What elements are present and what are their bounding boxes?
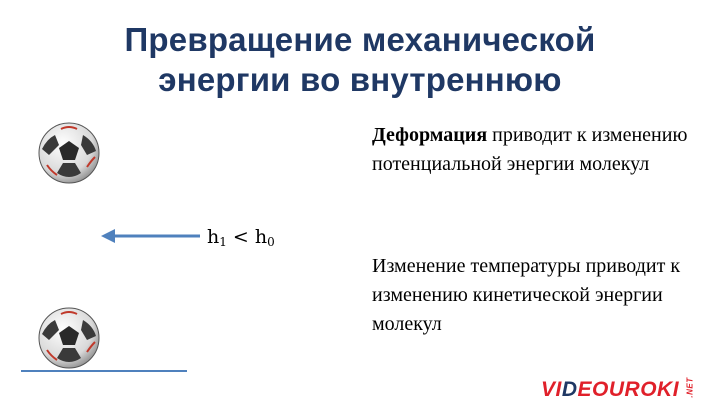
soccer-ball-icon [37, 306, 101, 370]
deformation-paragraph [372, 121, 712, 179]
slide-title [0, 20, 720, 100]
title-line-1: Превращение механической [124, 21, 596, 58]
temperature-paragraph: Изменение температуры приводит к изменению кинетической энергии молекул [372, 255, 681, 335]
title-line-2: энергии во внутреннюю [158, 61, 562, 98]
deformation-term: Деформация [372, 124, 488, 146]
height-formula [207, 226, 275, 249]
soccer-ball-icon [37, 121, 101, 185]
ground-line [21, 370, 187, 372]
deformation-text: приводит к изменению потенциальной энергии молекул [372, 124, 688, 175]
formula-h1: $h_1$ [207, 226, 227, 249]
left-arrow-icon [101, 226, 201, 246]
formula-h0: $h_0$ [254, 226, 275, 249]
formula-operator: < [232, 226, 249, 248]
videouroki-logo: VIDEOUROKI .NET [541, 377, 695, 401]
